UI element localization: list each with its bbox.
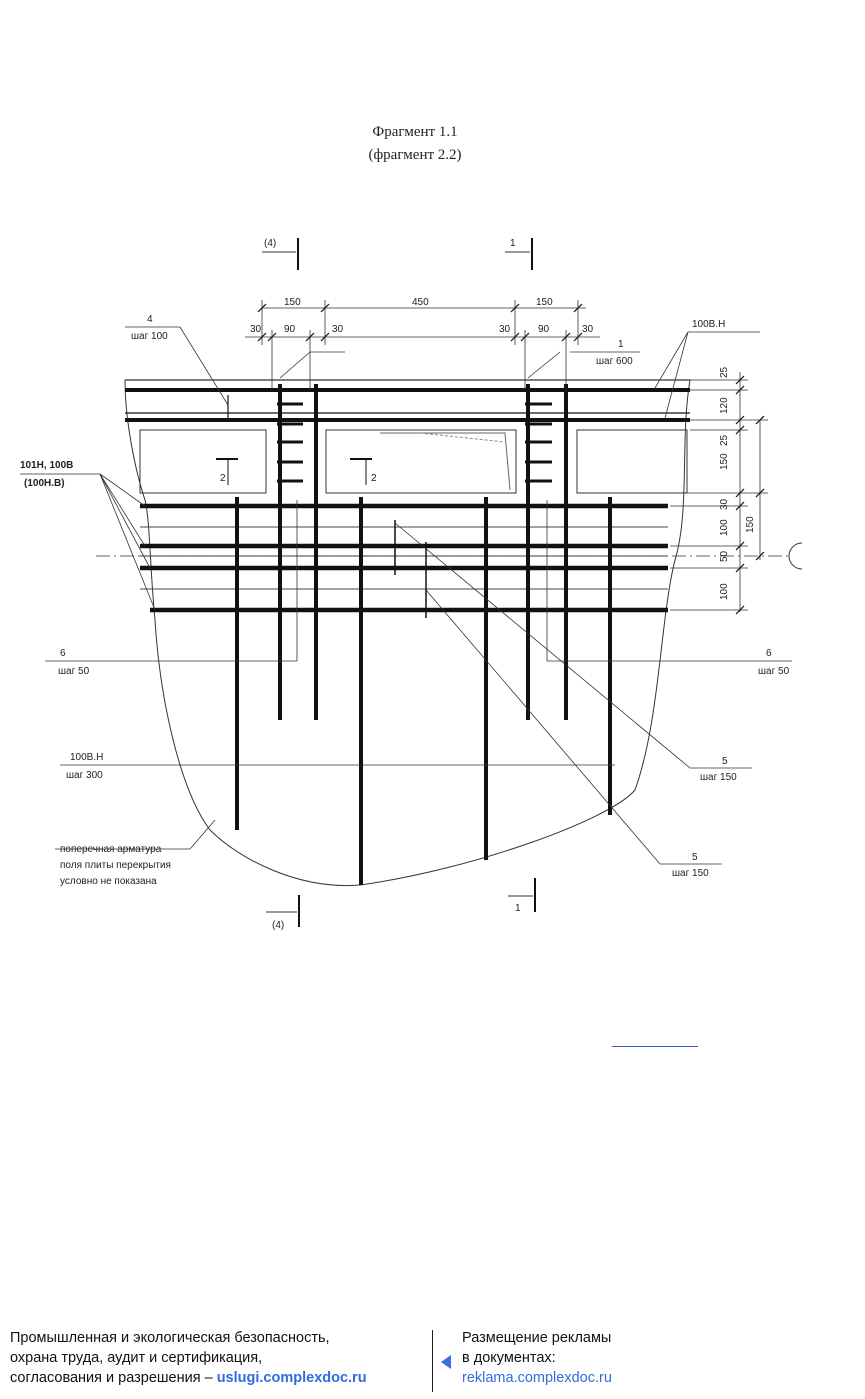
- note-line-3: условно не показана: [60, 876, 157, 887]
- leader-pos5-upper-step: шаг 150: [700, 772, 737, 783]
- leader-100bh-bottom-step: шаг 300: [66, 770, 103, 781]
- dim-right-120: 120: [719, 397, 730, 414]
- footer-left-prefix: согласования и разрешения –: [10, 1370, 217, 1386]
- drawing-title: Фрагмент 1.1: [372, 124, 458, 140]
- dim-30-b: 30: [332, 324, 344, 335]
- opening-left: [140, 430, 266, 493]
- opening-right: [577, 430, 687, 493]
- opening-middle: [326, 430, 516, 493]
- section-mark-top-right: 1: [510, 238, 516, 249]
- dim-30-a: 30: [250, 324, 262, 335]
- dim-right-50: 50: [719, 550, 730, 562]
- section-mark-bottom-right: 1: [515, 903, 521, 914]
- section-mark-bottom-left: (4): [272, 920, 285, 931]
- leader-pos5-lower-num: 5: [692, 852, 698, 863]
- dim-right-150-a: 150: [719, 453, 730, 470]
- section-mark-2-left: 2: [220, 473, 226, 484]
- leader-pos6-right-num: 6: [766, 648, 772, 659]
- leader-pos5-lower-step: шаг 150: [672, 868, 709, 879]
- footer-reklama-link[interactable]: reklama.complexdoc.ru: [462, 1370, 612, 1386]
- leader-pos4-step: шаг 100: [131, 331, 168, 342]
- leader-100bh-top: 100В.Н: [692, 319, 726, 330]
- dim-150-right: 150: [536, 297, 553, 308]
- leader-pos4-num: 4: [147, 314, 153, 325]
- leader-pos6-left-num: 6: [60, 648, 66, 659]
- section-mark-top-left: (4): [264, 238, 277, 249]
- footer-uslugi-link[interactable]: uslugi.complexdoc.ru: [216, 1370, 367, 1386]
- section-mark-2-right: 2: [371, 473, 377, 484]
- footer-left-line-1: Промышленная и экологическая безопасность,: [10, 1330, 330, 1346]
- leader-rebar-left-1: 101Н, 100В: [20, 460, 74, 471]
- note-line-2: поля плиты перекрытия: [60, 860, 171, 871]
- leader-pos1-step: шаг 600: [596, 356, 633, 367]
- footer-right-line-1: Размещение рекламы: [462, 1330, 612, 1346]
- dim-right-100-a: 100: [719, 519, 730, 536]
- drawing-subtitle: (фрагмент 2.2): [368, 147, 462, 163]
- footer-divider: [432, 1330, 433, 1392]
- footer-right: [462, 1328, 682, 1388]
- leader-rebar-left-2: (100Н.В): [24, 478, 65, 489]
- dim-150-left: 150: [284, 297, 301, 308]
- leader-pos6-right-step: шаг 50: [758, 666, 790, 677]
- dim-450: 450: [412, 297, 429, 308]
- leader-100bh-bottom: 100В.Н: [70, 752, 104, 763]
- dim-right-25-b: 25: [719, 434, 730, 446]
- footer-left-line-2: охрана труда, аудит и сертификация,: [10, 1350, 263, 1366]
- dim-30-d: 30: [582, 324, 594, 335]
- footer-right-line-2: в документах:: [462, 1350, 556, 1366]
- leader-pos5-upper-num: 5: [722, 756, 728, 767]
- arrow-left-icon: [441, 1355, 451, 1369]
- dim-90-b: 90: [538, 324, 550, 335]
- leader-pos1-num: 1: [618, 339, 624, 350]
- dim-right-150-b: 150: [745, 516, 756, 533]
- fragment-outline: [125, 380, 690, 886]
- dim-right-100-b: 100: [719, 583, 730, 600]
- note-line-1: поперечная арматура: [60, 844, 162, 855]
- dim-right-30: 30: [719, 498, 730, 510]
- hyperlink-underline[interactable]: [612, 1046, 698, 1047]
- footer-left: [10, 1328, 425, 1388]
- footer-left-line-3: [10, 1368, 425, 1388]
- leader-pos6-left-step: шаг 50: [58, 666, 90, 677]
- dim-right-25-a: 25: [719, 366, 730, 378]
- dim-90-a: 90: [284, 324, 296, 335]
- dim-30-c: 30: [499, 324, 511, 335]
